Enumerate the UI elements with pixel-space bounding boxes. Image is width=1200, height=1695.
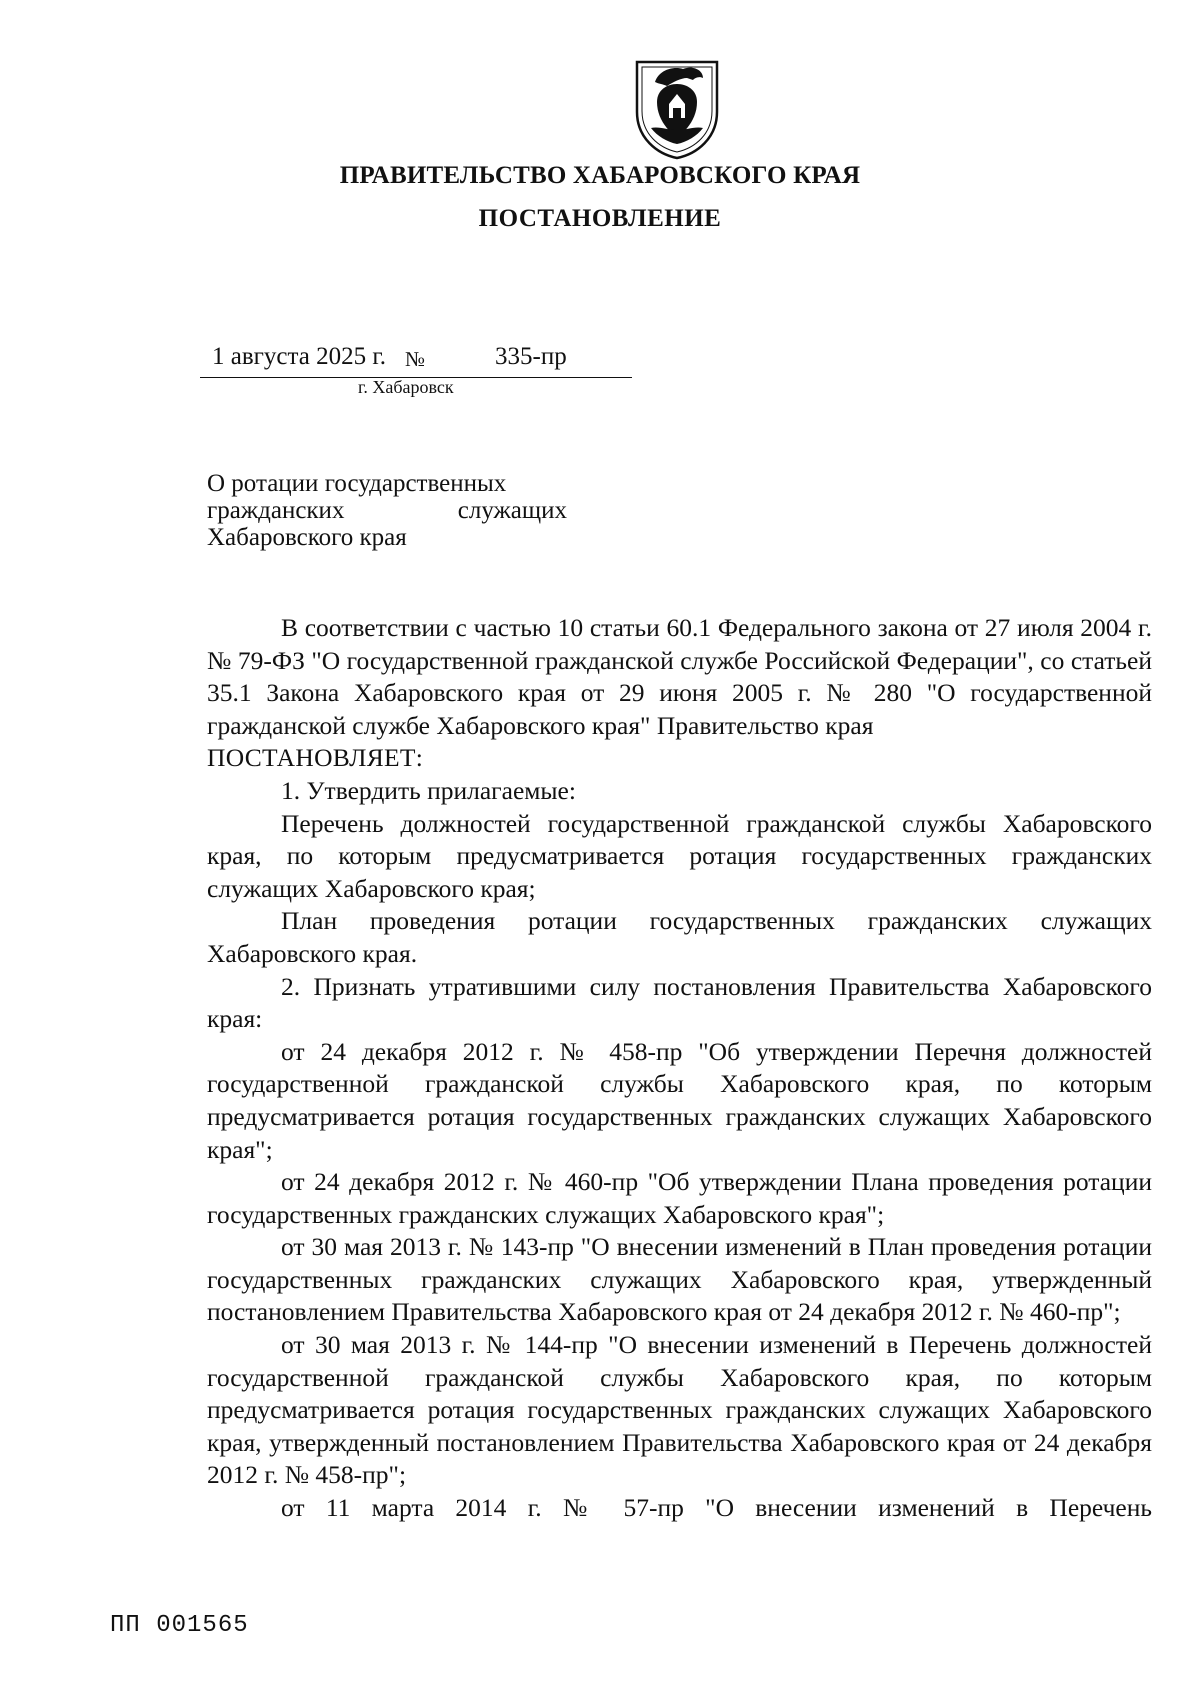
government-title: ПРАВИТЕЛЬСТВО ХАБАРОВСКОГО КРАЯ <box>339 162 861 189</box>
subject-line: гражданских служащих <box>207 497 567 524</box>
item-2-paragraph: 2. Признать утратившими силу постановления Правительства Хабаровского края: <box>207 971 1152 1034</box>
resolves-heading: ПОСТАНОВЛЯЕТ: <box>207 743 424 773</box>
form-serial-code: ПП 001565 <box>110 1612 249 1639</box>
item-2b-paragraph: от 24 декабря 2012 г. № 460-пр "Об утверждении Плана проведения ротации государственных гражданских служащих Хабаровского края"; <box>207 1167 1152 1229</box>
number-sign: № <box>405 347 426 371</box>
document-body <box>207 612 1152 1525</box>
item-1a-paragraph: Перечень должностей государственной гражданской службы Хабаровского края, по которым предусматривается ротация государственных гражданских служащих Хабаровского края; <box>207 808 1152 903</box>
preamble-paragraph: В соответствии с частью 10 статьи 60.1 Федерального закона от 27 июля 2004 г. № 79-ФЗ "О государственной гражданской службе Российской Федерации", со статьей 35.1 Закона Хабаровского края от 29 июня 2005 г. № 280 "О государственной гражданской службе Хабаровского края" Правительство края <box>207 613 1152 740</box>
item-2d-paragraph: от 30 мая 2013 г. № 144-пр "О внесении изменений в Перечень должностей государственной гражданской службы Хабаровского края, по которым предусматривается ротация государственных гражданских служащих Хабаровского края, утвержденный постановлением Правительства Хабаровского края от 24 декабря 2012 г. № 458-пр"; <box>207 1330 1152 1490</box>
date-number-line <box>200 343 632 378</box>
document-city: г. Хабаровск <box>358 377 454 397</box>
subject-line: Хабаровского края <box>207 524 407 551</box>
item-1-paragraph: 1. Утвердить прилагаемые: <box>281 775 576 805</box>
document-type: ПОСТАНОВЛЕНИЕ <box>478 205 722 232</box>
item-2e-paragraph: от 11 марта 2014 г. № 57-пр "О внесении изменений в Перечень <box>281 1493 1152 1523</box>
subject-line: О ротации государственных <box>207 470 507 497</box>
item-2a-paragraph: от 24 декабря 2012 г. № 458-пр "Об утверждении Перечня должностей государственной гражданской службы Хабаровского края, по которым предусматривается ротация государственных гражданских служащих Хабаровского края"; <box>207 1036 1152 1164</box>
item-2c-paragraph: от 30 мая 2013 г. № 143-пр "О внесении изменений в План проведения ротации государственных гражданских служащих Хабаровского края, утвержденный постановлением Правительства Хабаровского края от 24 декабря 2012 г. № 460-пр"; <box>207 1232 1152 1327</box>
document-number: 335-пр <box>495 343 567 370</box>
document-date: 1 августа 2025 г. <box>212 343 387 370</box>
item-1b-paragraph: План проведения ротации государственных гражданских служащих Хабаровского края. <box>207 906 1152 968</box>
document-subject <box>207 470 567 551</box>
khabarovsk-krai-coat-of-arms-icon <box>633 56 721 160</box>
